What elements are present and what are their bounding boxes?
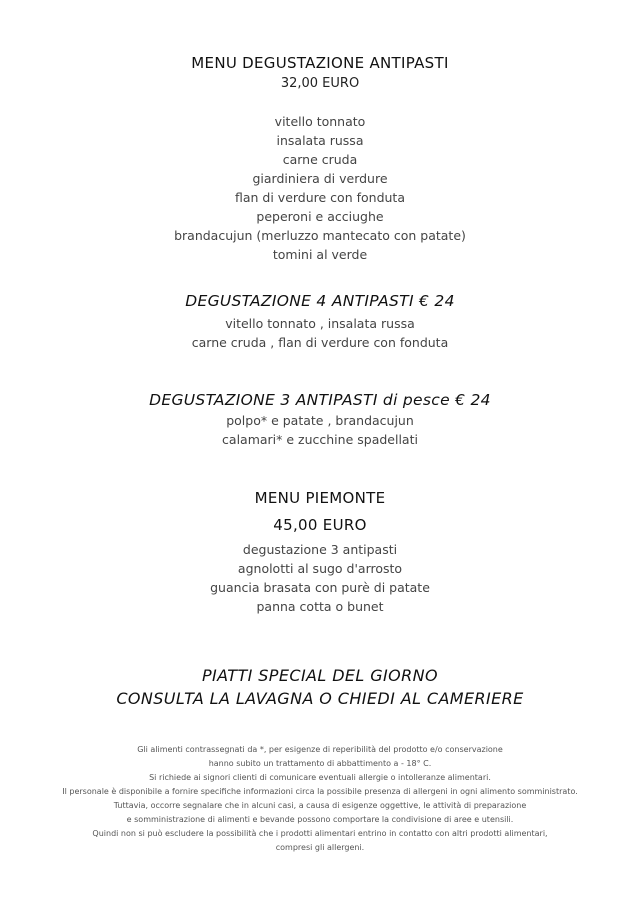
piemonte-item: guancia brasata con purè di patate: [210, 580, 430, 595]
degustazione-3-title: DEGUSTAZIONE 3 ANTIPASTI di pesce € 24: [149, 391, 491, 409]
degustazione-4-title: DEGUSTAZIONE 4 ANTIPASTI € 24: [185, 292, 455, 310]
piemonte-item: agnolotti al sugo d'arrosto: [237, 561, 403, 576]
degustazione-3-line: calamari* e zucchine spadellati: [222, 432, 418, 447]
piemonte-title: MENU PIEMONTE: [254, 489, 386, 507]
allergen-note: hanno subito un trattamento di abbattimento a - 18° C.: [208, 759, 432, 768]
degustazione-4-line: vitello tonnato , insalata russa: [225, 316, 415, 331]
allergen-note: compresi gli allergeni.: [275, 843, 365, 852]
allergen-note: Si richiede ai signori clienti di comunicare eventuali allergie o intolleranze alimentari.: [149, 773, 491, 782]
antipasti-item: vitello tonnato: [274, 114, 366, 129]
allergen-note: Il personale è disponibile a fornire specifiche informazioni circa la possibile presenza di allergeni in ogni alimento somministrato.: [62, 787, 578, 796]
piemonte-item: panna cotta o bunet: [256, 599, 384, 614]
antipasti-item: tomini al verde: [272, 247, 368, 262]
allergen-note: Quindi non si può escludere la possibilità che i prodotti alimentari entrino in contatto con altri prodotti alimentari,: [92, 829, 548, 838]
piemonte-item: degustazione 3 antipasti: [242, 542, 398, 557]
antipasti-item: insalata russa: [276, 133, 364, 148]
antipasti-item: flan di verdure con fonduta: [234, 190, 405, 205]
antipasti-title: MENU DEGUSTAZIONE ANTIPASTI: [191, 54, 449, 72]
degustazione-3-line: polpo* e patate , brandacujun: [226, 413, 414, 428]
special-line-2: CONSULTA LA LAVAGNA O CHIEDI AL CAMERIERE: [116, 689, 524, 708]
special-line-1: PIATTI SPECIAL DEL GIORNO: [201, 666, 439, 685]
allergen-note: Gli alimenti contrassegnati da *, per esigenze di reperibilità del prodotto e/o conservazione: [137, 745, 503, 754]
antipasti-item: brandacujun (merluzzo mantecato con patate): [174, 228, 466, 243]
degustazione-4-line: carne cruda , flan di verdure con fonduta: [191, 335, 449, 350]
antipasti-item: carne cruda: [282, 152, 358, 167]
piemonte-price: 45,00 EURO: [273, 516, 367, 534]
allergen-note: Tuttavia, occorre segnalare che in alcuni casi, a causa di esigenze oggettive, le attività di preparazione: [113, 801, 527, 810]
antipasti-item: peperoni e acciughe: [256, 209, 384, 224]
allergen-note: e somministrazione di alimenti e bevande possono comportare la condivisione di aree e utensili.: [126, 815, 514, 824]
antipasti-price: 32,00 EURO: [280, 76, 360, 91]
antipasti-item: giardiniera di verdure: [252, 171, 388, 186]
